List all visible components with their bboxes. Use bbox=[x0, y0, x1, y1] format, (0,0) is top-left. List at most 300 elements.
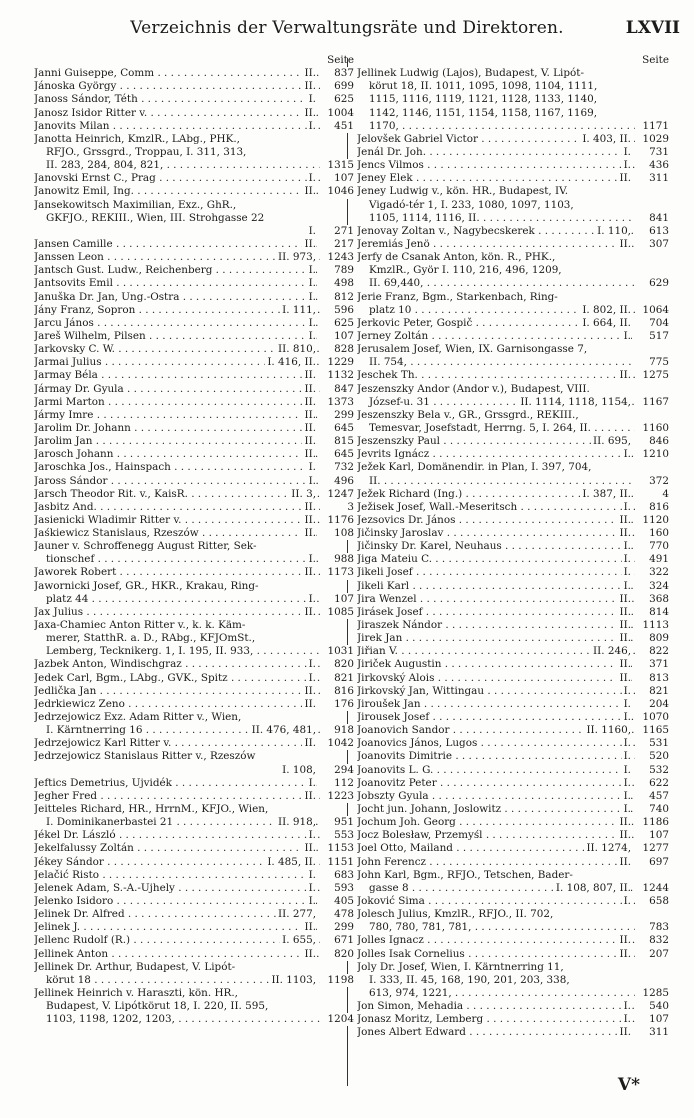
entry-text: II. 754, . . . bbox=[357, 356, 669, 369]
entry-text: Jegher Fred . . . bbox=[34, 790, 354, 803]
index-entry bbox=[34, 593, 354, 606]
entry-reference: I. bbox=[308, 290, 316, 303]
entry-text: Jičinsky Jaroslav . . . bbox=[357, 527, 669, 540]
index-entry bbox=[34, 120, 354, 133]
entry-page-number: 107 bbox=[635, 829, 669, 842]
entry-text: Janowitz Emil, Ing. . . . bbox=[34, 185, 354, 198]
entry-reference: I. 110, bbox=[597, 224, 631, 237]
entry-page-number: 3 bbox=[320, 501, 354, 514]
entry-page-number: 112 bbox=[320, 777, 354, 790]
index-entry bbox=[34, 291, 354, 304]
entry-text: Jencs Vilmos . . . bbox=[357, 159, 669, 172]
entry-page-number: 841 bbox=[635, 212, 669, 225]
entry-page-number: 520 bbox=[635, 750, 669, 763]
entry-page-number: 405 bbox=[320, 895, 354, 908]
entry-page-number: 820 bbox=[320, 948, 354, 961]
entry-text: Jirkovský Jan, Wittingau . . . bbox=[357, 685, 669, 698]
entry-page-number: 1275 bbox=[635, 369, 669, 382]
entry-page-number: 625 bbox=[320, 317, 354, 330]
entry-text: Janovski Ernst C., Prag . . . bbox=[34, 172, 354, 185]
index-entry bbox=[357, 593, 669, 606]
index-entry bbox=[357, 750, 669, 763]
index-entry bbox=[357, 764, 669, 777]
entry-reference: I. bbox=[623, 566, 631, 579]
entry-reference: II. 1274, bbox=[586, 842, 631, 855]
index-entry bbox=[34, 540, 354, 553]
entry-text: Budapest, V. Lipótkörut 18, I. 220, II. 595, bbox=[46, 1000, 269, 1013]
entry-page-number: 822 bbox=[635, 645, 669, 658]
index-entry bbox=[34, 514, 354, 527]
entry-page-number: 1042 bbox=[320, 737, 354, 750]
entry-text: 1103, 1198, 1202, 1203, . . . bbox=[34, 1013, 354, 1026]
index-entry bbox=[357, 698, 669, 711]
index-entry bbox=[34, 369, 354, 382]
entry-page-number: 809 bbox=[635, 632, 669, 645]
entry-reference: I. bbox=[623, 697, 631, 710]
index-entry bbox=[34, 921, 354, 934]
index-entry bbox=[357, 1026, 669, 1039]
entry-text: I. 333, II. 45, 168, 190, 201, 203, 338, bbox=[369, 973, 570, 986]
entry-text: Jeszenszky Andor (Andor v.), Budapest, VIII. bbox=[357, 382, 590, 395]
entry-page-number: 832 bbox=[635, 934, 669, 947]
entry-reference: I. bbox=[623, 763, 631, 776]
entry-text: Janosz Isidor Ritter v. . . . bbox=[34, 107, 354, 120]
entry-page-number: 789 bbox=[320, 264, 354, 277]
index-entry bbox=[34, 488, 354, 501]
index-entry bbox=[357, 80, 669, 93]
entry-page-number: 1285 bbox=[635, 987, 669, 1000]
index-entry bbox=[34, 632, 354, 645]
left-column bbox=[34, 54, 354, 1026]
index-entry bbox=[34, 107, 354, 120]
entry-text: Joel Otto, Mailand . . . bbox=[357, 842, 669, 855]
entry-reference: II. 246, bbox=[593, 645, 631, 658]
entry-text: Jerney Zoltán . . . bbox=[357, 330, 669, 343]
entry-page-number: 1243 bbox=[320, 251, 354, 264]
index-entry bbox=[357, 606, 669, 619]
entry-reference: II. bbox=[304, 500, 316, 513]
entry-text: merer, StatthR. a. D., RAbg., KFJOmSt., bbox=[46, 632, 256, 645]
entry-reference: II. bbox=[619, 237, 631, 250]
entry-reference: I. bbox=[308, 671, 316, 684]
index-entry bbox=[357, 277, 669, 290]
entry-reference: I. bbox=[623, 711, 631, 724]
entry-page-number: 451 bbox=[320, 120, 354, 133]
page-title: Verzeichnis der Verwaltungsräte und Direktoren. bbox=[130, 18, 564, 38]
index-entry bbox=[357, 264, 669, 277]
index-entry bbox=[357, 422, 669, 435]
index-entry bbox=[357, 409, 669, 422]
index-entry bbox=[34, 435, 354, 448]
index-entry bbox=[357, 974, 669, 987]
index-entry bbox=[357, 566, 669, 579]
entry-reference: II. 277, bbox=[278, 908, 316, 921]
entry-page-number: 1171 bbox=[635, 120, 669, 133]
index-entry bbox=[34, 67, 354, 80]
index-entry bbox=[357, 790, 669, 803]
entry-page-number: 1247 bbox=[320, 488, 354, 501]
page-header bbox=[0, 18, 694, 42]
entry-page-number: 1113 bbox=[635, 619, 669, 632]
entry-page-number: 812 bbox=[320, 291, 354, 304]
entry-page-number: 593 bbox=[320, 882, 354, 895]
entry-reference: I. bbox=[308, 172, 316, 185]
entry-page-number: 816 bbox=[635, 501, 669, 514]
entry-text: 613, 974, 1221, . . . bbox=[357, 987, 669, 1000]
entry-page-number: 697 bbox=[635, 856, 669, 869]
entry-reference: I. bbox=[623, 803, 631, 816]
index-entry bbox=[34, 882, 354, 895]
entry-text: tionschef . . . bbox=[34, 553, 354, 566]
entry-text: Joanovitz Peter . . . bbox=[357, 777, 669, 790]
entry-reference: II. 1114, 1118, 1154, bbox=[520, 395, 631, 408]
entry-page-number: 294 bbox=[320, 764, 354, 777]
index-entry bbox=[357, 921, 669, 934]
page-number: LXVII bbox=[625, 18, 680, 38]
entry-text: Jékey Sándor . . . bbox=[34, 856, 354, 869]
index-entry bbox=[357, 685, 669, 698]
entry-text: Jantsch Gust. Ludw., Reichenberg . . . bbox=[34, 264, 354, 277]
entry-reference: I. bbox=[623, 553, 631, 566]
entry-reference: I. bbox=[308, 553, 316, 566]
index-entry bbox=[357, 435, 669, 448]
entry-text: Jezsovics Dr. János . . . bbox=[357, 514, 669, 527]
index-entry bbox=[357, 356, 669, 369]
entry-text: KmzlR., Györ I. 110, 216, 496, 1209, bbox=[369, 264, 562, 277]
entry-text: Janni Guiseppe, Comm . . . bbox=[34, 67, 354, 80]
entry-page-number: 671 bbox=[320, 934, 354, 947]
entry-text: Janssen Leon . . . bbox=[34, 251, 354, 264]
entry-text: Joković Sima . . . bbox=[357, 895, 669, 908]
entry-text: Jedrzejowicz Karl Ritter v. . . . bbox=[34, 737, 354, 750]
entry-page-number: 1373 bbox=[320, 396, 354, 409]
entry-page-number: 498 bbox=[320, 277, 354, 290]
entry-reference: I. bbox=[623, 1013, 631, 1026]
entry-page-number: 1176 bbox=[320, 514, 354, 527]
entry-reference: I. 802, II. bbox=[582, 303, 631, 316]
entry-reference: II. bbox=[619, 1026, 631, 1039]
entry-page-number: 846 bbox=[635, 435, 669, 448]
entry-reference: I. 664, II. bbox=[582, 316, 631, 329]
index-entry bbox=[357, 961, 669, 974]
entry-text: Jenovay Zoltan v., Nagybecskerek . . . bbox=[357, 225, 669, 238]
index-entry bbox=[357, 67, 669, 80]
entry-reference: II. bbox=[304, 67, 316, 80]
index-entry bbox=[34, 238, 354, 251]
entry-page-number: 1173 bbox=[320, 566, 354, 579]
index-entry bbox=[357, 895, 669, 908]
entry-page-number: 821 bbox=[320, 672, 354, 685]
index-entry bbox=[34, 212, 354, 225]
entry-text: Jeney Elek . . . bbox=[357, 172, 669, 185]
entry-page-number: 816 bbox=[320, 685, 354, 698]
entry-reference: II. bbox=[304, 842, 316, 855]
entry-text: Jax Julius . . . bbox=[34, 606, 354, 619]
index-entry bbox=[357, 934, 669, 947]
entry-text: I. Kärntnerring 16 . . . bbox=[34, 724, 354, 737]
index-entry bbox=[34, 895, 354, 908]
entry-page-number: 775 bbox=[635, 356, 669, 369]
entry-page-number: 1031 bbox=[320, 645, 354, 658]
entry-text: Jeszenszky Paul . . . bbox=[357, 435, 669, 448]
entry-reference: I. bbox=[623, 145, 631, 158]
index-entry bbox=[357, 645, 669, 658]
entry-text: Lemberg, Tecknikerg. 1, I. 195, II. 933, . . . bbox=[34, 645, 354, 658]
index-entry bbox=[357, 803, 669, 816]
entry-page-number: 622 bbox=[635, 777, 669, 790]
entry-page-number: 107 bbox=[320, 172, 354, 185]
entry-page-number: 1198 bbox=[320, 974, 354, 987]
entry-reference: II. 476, 481, bbox=[251, 724, 316, 737]
index-entry bbox=[357, 369, 669, 382]
entry-reference: I. bbox=[623, 895, 631, 907]
index-entry bbox=[357, 658, 669, 671]
entry-reference: II. bbox=[304, 684, 316, 697]
entry-page-number: 531 bbox=[635, 737, 669, 750]
entry-text: Jedlička Jan . . . bbox=[34, 685, 354, 698]
index-entry bbox=[34, 764, 354, 777]
entry-text: Jaross Sándor . . . bbox=[34, 475, 354, 488]
entry-page-number: 176 bbox=[320, 698, 354, 711]
entry-text: 780, 780, 781, 781, . . . bbox=[357, 921, 669, 934]
entry-text: József-u. 31 . . . bbox=[357, 396, 669, 409]
entry-reference: II. bbox=[304, 421, 316, 434]
entry-page-number: 596 bbox=[320, 304, 354, 317]
entry-page-number: 1132 bbox=[320, 369, 354, 382]
entry-text: Jánoska György . . . bbox=[34, 80, 354, 93]
entry-text: Jazbek Anton, Windischgraz . . . bbox=[34, 658, 354, 671]
index-entry bbox=[357, 133, 669, 146]
entry-text: GKFJO., REKIII., Wien, III. Strohgasse 22 bbox=[46, 211, 265, 224]
entry-reference: II. 695, bbox=[593, 435, 631, 448]
entry-text: Jarolim Dr. Johann . . . bbox=[34, 422, 354, 435]
index-entry bbox=[34, 803, 354, 816]
index-entry bbox=[34, 199, 354, 212]
entry-reference: I. bbox=[623, 159, 631, 172]
entry-text: Jellinek Ludwig (Lajos), Budapest, V. Lipót- bbox=[357, 67, 584, 80]
entry-reference: I. 108, bbox=[282, 763, 316, 776]
entry-text: Jerkovic Peter, Gospič . . . bbox=[357, 317, 669, 330]
entry-reference: II. bbox=[619, 619, 631, 632]
entry-page-number: 107 bbox=[320, 330, 354, 343]
entry-page-number: 1004 bbox=[320, 107, 354, 120]
index-entry bbox=[34, 475, 354, 488]
index-entry bbox=[34, 790, 354, 803]
entry-text: Jedrkiewicz Zeno . . . bbox=[34, 698, 354, 711]
entry-text: Jolesch Julius, KmzlR., RFJO., II. 702, bbox=[357, 908, 554, 921]
entry-text: Jonasz Moritz, Lemberg . . . bbox=[357, 1013, 669, 1026]
entry-text: Jeney Ludwig v., kön. HR., Budapest, IV. bbox=[357, 185, 569, 198]
entry-page-number: 160 bbox=[635, 527, 669, 540]
entry-text: Jarsch Theodor Rit. v., KaisR. . . . bbox=[34, 488, 354, 501]
entry-reference: I. bbox=[308, 895, 316, 907]
entry-page-number: 814 bbox=[635, 606, 669, 619]
index-entry bbox=[34, 711, 354, 724]
entry-page-number: 1160 bbox=[635, 422, 669, 435]
index-entry bbox=[357, 856, 669, 869]
entry-text: 1105, 1114, 1116, II. . . . bbox=[357, 212, 669, 225]
entry-page-number: 207 bbox=[635, 948, 669, 961]
entry-reference: II. bbox=[304, 947, 316, 960]
index-entry bbox=[34, 606, 354, 619]
entry-page-number: 683 bbox=[320, 869, 354, 882]
entry-page-number: 813 bbox=[635, 672, 669, 685]
entry-reference: I. 485, II. bbox=[267, 855, 316, 868]
index-entry bbox=[34, 264, 354, 277]
entry-text: Januška Dr. Jan, Ung.-Ostra . . . bbox=[34, 291, 354, 304]
entry-reference: II. bbox=[619, 592, 631, 605]
entry-text: Jaśkiewicz Stanislaus, Rzeszów . . . bbox=[34, 527, 354, 540]
entry-text: Jenál Dr. Joh. . . . bbox=[357, 146, 669, 159]
index-entry bbox=[34, 422, 354, 435]
entry-page-number: 1204 bbox=[320, 1013, 354, 1026]
entry-reference: I. bbox=[623, 1000, 631, 1013]
entry-page-number: 699 bbox=[320, 80, 354, 93]
entry-text: Jansen Camille . . . bbox=[34, 238, 354, 251]
index-entry bbox=[357, 842, 669, 855]
entry-reference: I. bbox=[308, 658, 316, 671]
entry-page-number: 828 bbox=[320, 343, 354, 356]
entry-text: Jansekowitsch Maximilian, Exz., GhR., bbox=[34, 198, 237, 211]
entry-text: Jičinsky Dr. Karel, Neuhaus . . . bbox=[357, 540, 669, 553]
index-entry bbox=[34, 566, 354, 579]
entry-text: Jellenc Rudolf (R.) . . . bbox=[34, 934, 354, 947]
entry-page-number: 731 bbox=[635, 146, 669, 159]
index-entry bbox=[357, 908, 669, 921]
seite-label: Seite bbox=[327, 54, 354, 66]
entry-reference: I. 387, II. bbox=[582, 487, 631, 500]
entry-reference: II. bbox=[304, 435, 316, 448]
entry-text: Jellinek Heinrich v. Haraszti, kön. HR., bbox=[34, 986, 238, 999]
entry-text: Jirousek Josef . . . bbox=[357, 711, 669, 724]
entry-page-number: 1210 bbox=[635, 448, 669, 461]
index-entry bbox=[357, 107, 669, 120]
entry-page-number: 311 bbox=[635, 1026, 669, 1039]
entry-text: Jarosch Johann . . . bbox=[34, 448, 354, 461]
entry-text: John Ferencz . . . bbox=[357, 856, 669, 869]
index-entry bbox=[357, 540, 669, 553]
index-entry bbox=[34, 343, 354, 356]
index-entry bbox=[357, 711, 669, 724]
index-entry bbox=[34, 856, 354, 869]
index-entry bbox=[357, 251, 669, 264]
entry-reference: II. 1160, bbox=[586, 724, 631, 737]
entry-reference: I. bbox=[308, 316, 316, 329]
entry-text: Jellinek Dr. Arthur, Budapest, V. Lipót- bbox=[34, 960, 236, 973]
index-entry bbox=[34, 974, 354, 987]
entry-page-number: 1165 bbox=[635, 724, 669, 737]
entry-reference: II. bbox=[619, 855, 631, 868]
entry-text: Janoss Sándor, Téth . . . bbox=[34, 93, 354, 106]
entry-page-number: 322 bbox=[635, 566, 669, 579]
entry-text: Jány Franz, Sopron . . . bbox=[34, 304, 354, 317]
index-entry bbox=[357, 461, 669, 474]
entry-reference: I. bbox=[623, 737, 631, 750]
entry-text: Joanovics János, Lugos . . . bbox=[357, 737, 669, 750]
entry-reference: I. 655, bbox=[282, 934, 316, 947]
index-entry bbox=[34, 869, 354, 882]
entry-reference: II. bbox=[619, 172, 631, 185]
index-entry bbox=[357, 448, 669, 461]
right-column bbox=[357, 54, 669, 1040]
entry-page-number: 517 bbox=[635, 330, 669, 343]
entry-text: Joanovits Dimitrie . . . bbox=[357, 750, 669, 763]
entry-text: Ježisek Josef, Wall.-Meseritsch . . . bbox=[357, 501, 669, 514]
entry-page-number: 645 bbox=[320, 448, 354, 461]
entry-reference: II. bbox=[304, 395, 316, 408]
index-entry bbox=[357, 172, 669, 185]
entry-text: körut 18 . . . bbox=[34, 974, 354, 987]
entry-reference: I. bbox=[623, 750, 631, 763]
index-entry bbox=[34, 172, 354, 185]
entry-page-number: 740 bbox=[635, 803, 669, 816]
entry-text: Jirásek Josef . . . bbox=[357, 606, 669, 619]
entry-text: II. 69,440, . . . bbox=[357, 277, 669, 290]
entry-text: Jelačić Risto . . . bbox=[34, 869, 354, 882]
entry-text: Jarolim Jan . . . bbox=[34, 435, 354, 448]
entry-text: Jira Wenzel . . . bbox=[357, 593, 669, 606]
seite-label: Seite bbox=[642, 54, 669, 66]
entry-reference: I. bbox=[308, 93, 316, 106]
index-entry bbox=[357, 632, 669, 645]
entry-reference: I. bbox=[308, 776, 316, 789]
entry-text: Jármay Dr. Gyula . . . bbox=[34, 383, 354, 396]
entry-reference: I. bbox=[308, 264, 316, 277]
entry-page-number: 783 bbox=[635, 921, 669, 934]
index-entry bbox=[34, 356, 354, 369]
entry-reference: II. bbox=[304, 408, 316, 421]
entry-page-number: 629 bbox=[635, 277, 669, 290]
entry-page-number: 324 bbox=[635, 580, 669, 593]
index-entry bbox=[34, 146, 354, 159]
entry-reference: II. 3, bbox=[291, 487, 316, 500]
entry-text: Jedrzejowicz Stanislaus Ritter v., Rzeszów bbox=[34, 750, 256, 763]
index-entry bbox=[34, 317, 354, 330]
entry-text: Jerfy de Csanak Anton, kön. R., PHK., bbox=[357, 251, 556, 264]
entry-reference: II. bbox=[619, 605, 631, 618]
entry-reference: II. bbox=[304, 566, 316, 579]
entry-reference: I. bbox=[308, 474, 316, 487]
entry-reference: I. bbox=[308, 119, 316, 132]
entry-page-number: 837 bbox=[320, 67, 354, 80]
entry-page-number: 107 bbox=[635, 1013, 669, 1026]
index-entry bbox=[357, 527, 669, 540]
entry-reference: I. bbox=[623, 789, 631, 802]
entry-page-number: 1070 bbox=[635, 711, 669, 724]
entry-text: Janovits Milan . . . bbox=[34, 120, 354, 133]
entry-page-number: 307 bbox=[635, 238, 669, 251]
entry-page-number: 299 bbox=[320, 921, 354, 934]
entry-reference: II. 1103, bbox=[271, 973, 316, 986]
entry-page-number: 478 bbox=[320, 908, 354, 921]
entry-page-number: 1151 bbox=[320, 856, 354, 869]
entry-text: Joanovits L. G. . . . bbox=[357, 764, 669, 777]
entry-reference: I. 416, II. bbox=[267, 356, 316, 369]
index-entry bbox=[34, 961, 354, 974]
entry-reference: I. bbox=[308, 592, 316, 605]
entry-text: Jaroschka Jos., Hainspach . . . bbox=[34, 461, 354, 474]
entry-reference: II. bbox=[304, 106, 316, 119]
entry-text: Jedek Carl, Bgm., LAbg., GVK., Spitz . . . bbox=[34, 672, 354, 685]
entry-text: Jiraszek Nándor . . . bbox=[357, 619, 669, 632]
entry-page-number: 988 bbox=[320, 553, 354, 566]
entry-page-number: 311 bbox=[635, 172, 669, 185]
entry-text: Jedrzejowicz Exz. Adam Ritter v., Wien, bbox=[34, 711, 242, 724]
index-entry bbox=[34, 225, 354, 238]
entry-reference: II. 918, bbox=[278, 816, 316, 829]
index-entry bbox=[357, 777, 669, 790]
index-entry bbox=[357, 396, 669, 409]
